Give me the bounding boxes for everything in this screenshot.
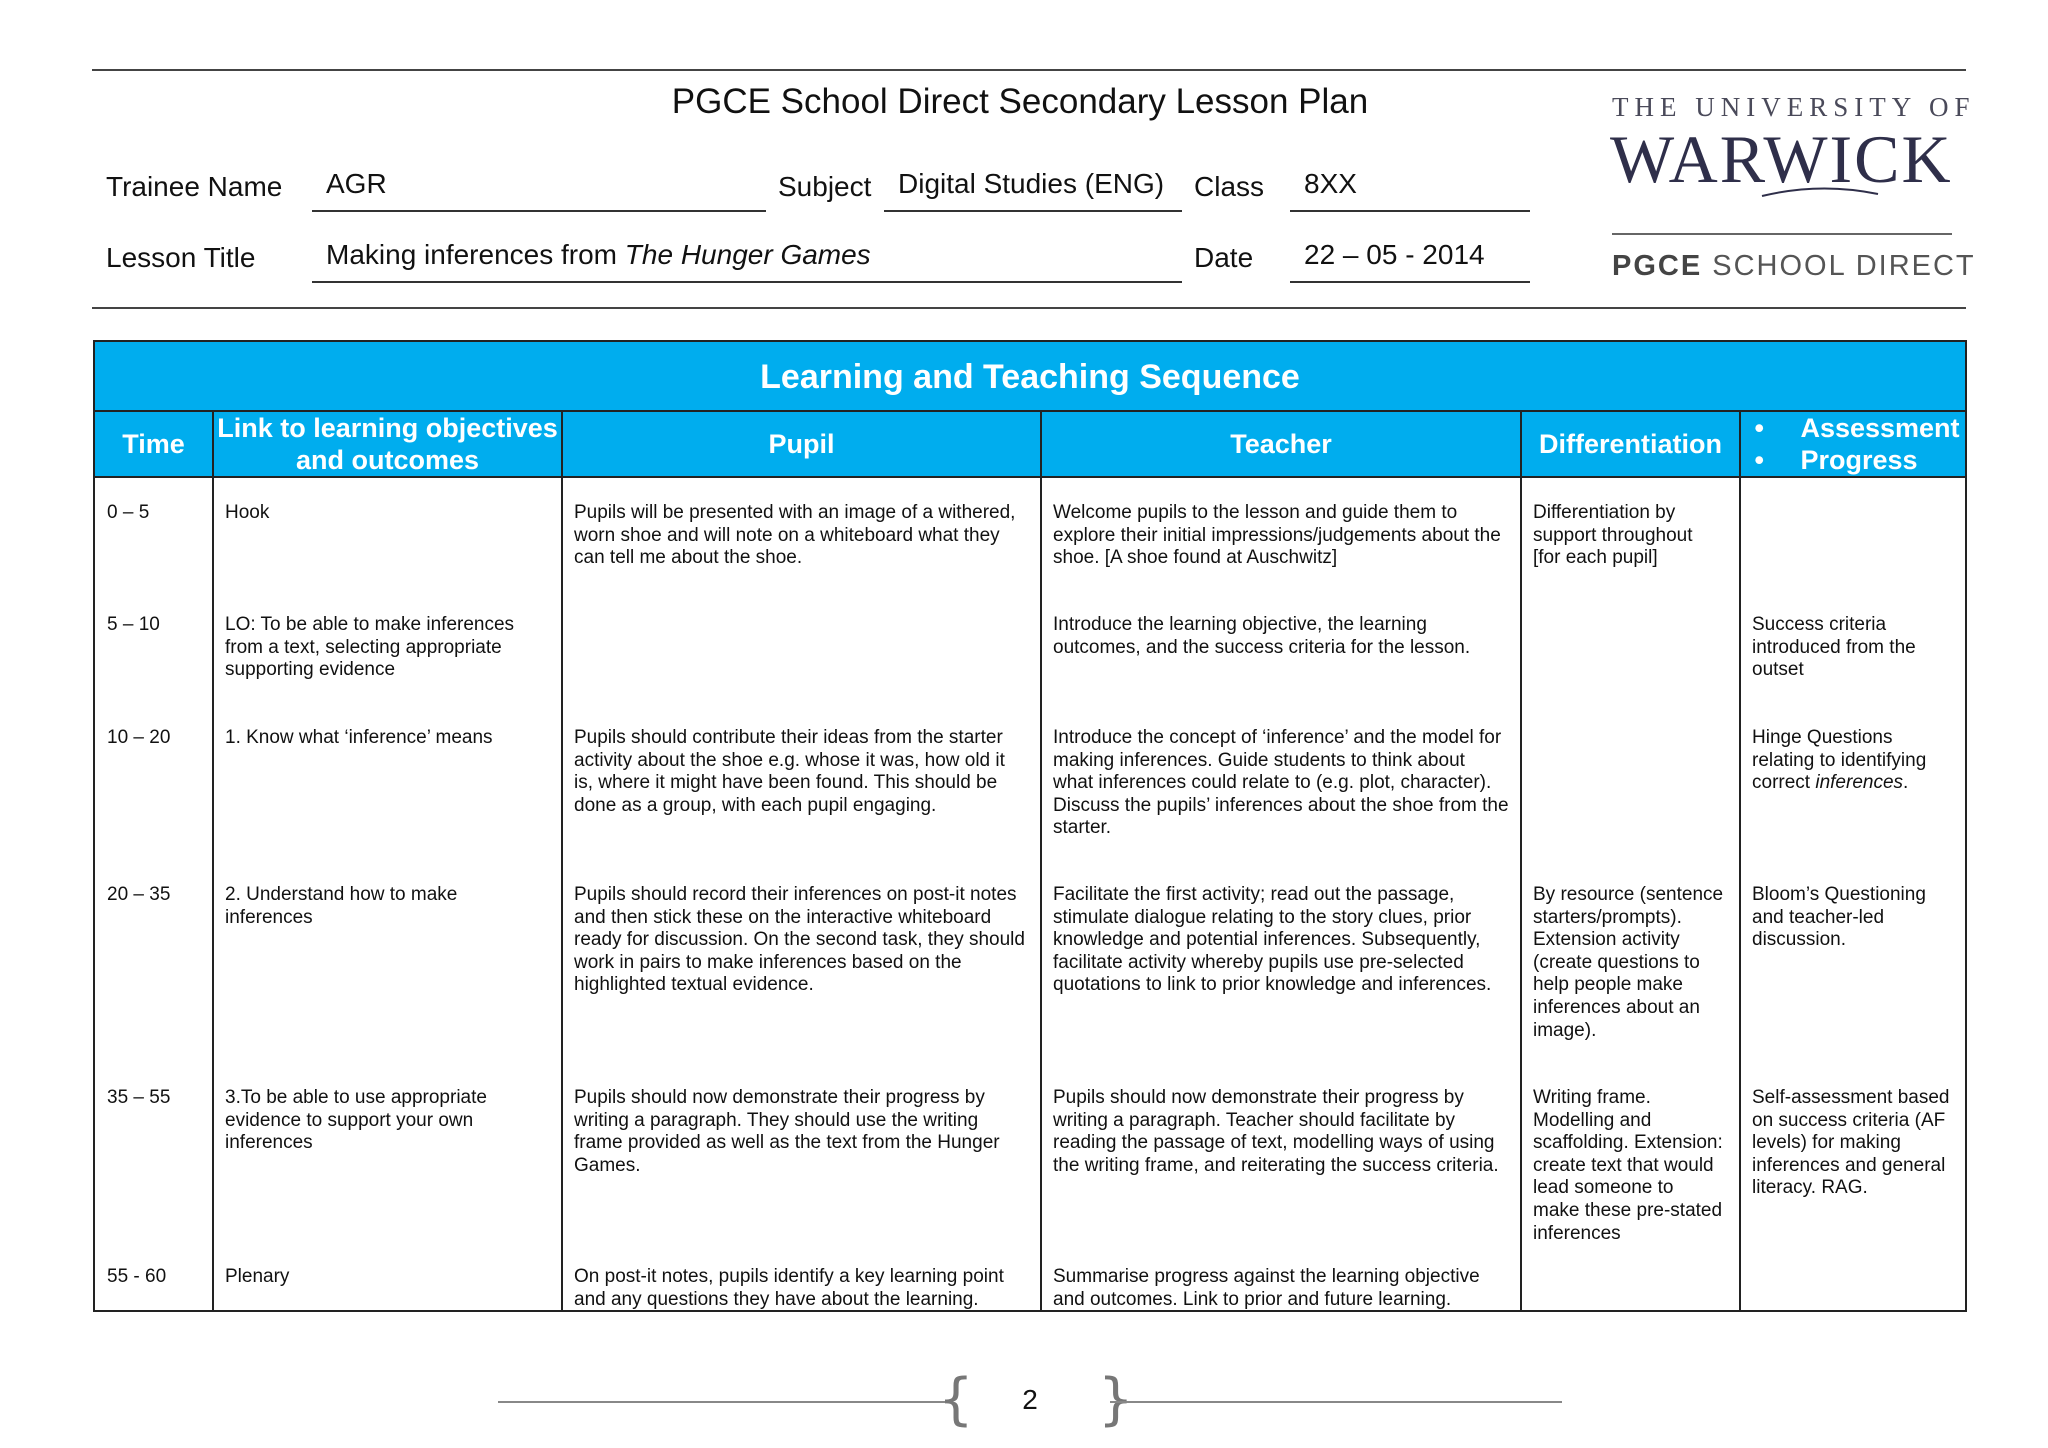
row-2-time: 5 – 10 xyxy=(107,614,160,635)
row-4-pupil: Pupils should record their inferences on post-it notes and then stick these on the interactive whiteboard ready for discussion. On the second task, they should work in pairs to make inferences based on the highlighted textual evidence. xyxy=(574,884,1025,996)
logo-divider xyxy=(1612,233,1952,235)
column-divider xyxy=(212,478,214,1310)
header-assessment-progress xyxy=(1739,412,1965,478)
row-2-teacher: Introduce the learning objective, the learning outcomes, and the success criteria for the lesson. xyxy=(1053,614,1471,658)
column-divider xyxy=(1739,478,1741,1310)
row-4-teacher: Facilitate the first activity; read out the passage, stimulate dialogue relating to the story clues, prior knowledge and potential inferences. Subsequently, facilitate activity whereby pupils use pre-selected quotations to link to prior knowledge and inferences. xyxy=(1053,884,1492,996)
subject-label: Subject xyxy=(778,171,872,202)
row-6-teacher: Summarise progress against the learning objective and outcomes. Link to prior and future learning. xyxy=(1053,1266,1480,1310)
logo-subtitle-rest: SCHOOL DIRECT xyxy=(1702,250,1976,282)
row-3-assessment xyxy=(1752,727,1962,795)
footer-rule-left xyxy=(498,1401,950,1403)
lesson-title-text: Making inferences from xyxy=(326,239,625,270)
row-3-teacher: Introduce the concept of ‘inference’ and the model for making inferences. Guide students to think about what inferences could relate to (e.g. plot, character). Discuss the pupils’ inferences about the shoe from the starter. xyxy=(1053,727,1509,839)
header-time: Time xyxy=(95,412,212,478)
date-field[interactable]: 22 – 05 - 2014 xyxy=(1290,235,1530,283)
date-label: Date xyxy=(1194,242,1254,273)
document-title: PGCE School Direct Secondary Lesson Plan xyxy=(671,82,1369,121)
row-1-teacher: Welcome pupils to the lesson and guide them to explore their initial impressions/judgements about the shoe. [A shoe found at Auschwitz] xyxy=(1053,502,1501,569)
trainee-name-field[interactable]: AGR xyxy=(312,164,766,212)
header-top-rule xyxy=(92,69,1966,71)
row-4-time: 20 – 35 xyxy=(107,884,171,905)
header-progress: • Progress xyxy=(1746,444,1917,476)
lesson-title-field[interactable] xyxy=(312,235,1182,283)
lesson-title-label: Lesson Title xyxy=(106,242,256,273)
row-4-differentiation: By resource (sentence starters/prompts). Extension activity (create questions to help people make inferences about an image). xyxy=(1533,884,1724,1041)
left-brace-icon: { xyxy=(938,1367,974,1432)
row-3-assessment-emphasis: inferences xyxy=(1815,772,1904,794)
right-brace-icon: } xyxy=(1098,1367,1134,1432)
header-differentiation: Differentiation xyxy=(1520,412,1739,478)
logo-swoosh-icon xyxy=(1760,186,1880,200)
row-3-link: 1. Know what ‘inference’ means xyxy=(225,727,493,748)
learning-sequence-table xyxy=(93,340,1967,1312)
row-6-link: Plenary xyxy=(225,1266,290,1287)
row-2-assessment: Success criteria introduced from the outset xyxy=(1752,614,1916,681)
row-5-time: 35 – 55 xyxy=(107,1087,171,1108)
footer-rule-right xyxy=(1110,1401,1562,1403)
row-1-differentiation: Differentiation by support throughout [for each pupil] xyxy=(1533,502,1693,569)
table-banner: Learning and Teaching Sequence xyxy=(95,342,1965,412)
subject-field[interactable]: Digital Studies (ENG) xyxy=(884,164,1182,212)
row-1-pupil: Pupils will be presented with an image of a withered, worn shoe and will note on a whiteboard what they can tell me about the shoe. xyxy=(574,502,1016,569)
header-pupil: Pupil xyxy=(561,412,1040,478)
row-5-differentiation: Writing frame. Modelling and scaffolding. Extension: create text that would lead someone to make these pre-stated inferences xyxy=(1533,1087,1723,1244)
header-teacher: Teacher xyxy=(1040,412,1520,478)
row-6-time: 55 - 60 xyxy=(107,1266,167,1287)
row-3-pupil: Pupils should contribute their ideas from the starter activity about the shoe e.g. whose it was, how old it is, where it might have been found. This should be done as a group, with each pupil engaging. xyxy=(574,727,1005,816)
row-1-time: 0 – 5 xyxy=(107,502,150,523)
row-2-link: LO: To be able to make inferences from a text, selecting appropriate supporting evidence xyxy=(225,614,515,681)
column-divider xyxy=(1040,478,1042,1310)
university-logo-wordmark: WARWICK xyxy=(1610,121,1953,197)
logo-subtitle xyxy=(1612,250,1976,283)
row-5-assessment: Self-assessment based on success criteria (AF levels) for making inferences and general literacy. RAG. xyxy=(1752,1087,1950,1199)
row-3-assessment-text: Hinge Questions relating to identifying correct xyxy=(1752,727,1927,794)
trainee-name-label: Trainee Name xyxy=(106,171,283,202)
header-link: Link to learning objectives and outcomes xyxy=(212,412,561,478)
lesson-title-book: The Hunger Games xyxy=(624,239,871,270)
row-5-link: 3.To be able to use appropriate evidence to support your own inferences xyxy=(225,1087,487,1154)
page-number: 2 xyxy=(1022,1384,1038,1415)
university-logo-line1: THE UNIVERSITY OF xyxy=(1612,92,1976,122)
column-divider xyxy=(1520,478,1522,1310)
row-3-assessment-end: . xyxy=(1903,772,1909,794)
column-divider xyxy=(561,478,563,1310)
header-assessment: • Assessment xyxy=(1746,412,1959,444)
row-5-teacher: Pupils should now demonstrate their progress by writing a paragraph. Teacher should facilitate by reading the passage of text, modelling ways of using the writing frame, and reiterating the success criteria. xyxy=(1053,1087,1499,1176)
row-6-pupil: On post-it notes, pupils identify a key learning point and any questions they have about the learning. xyxy=(574,1266,1004,1310)
header-bottom-rule xyxy=(92,307,1966,309)
row-4-assessment: Bloom’s Questioning and teacher-led discussion. xyxy=(1752,884,1926,951)
row-5-pupil: Pupils should now demonstrate their progress by writing a paragraph. They should use the writing frame provided as well as the text from the Hunger Games. xyxy=(574,1087,1000,1176)
row-3-time: 10 – 20 xyxy=(107,727,171,748)
row-4-link: 2. Understand how to make inferences xyxy=(225,884,458,928)
row-1-link: Hook xyxy=(225,502,270,523)
class-field[interactable]: 8XX xyxy=(1290,164,1530,212)
class-label: Class xyxy=(1194,171,1265,202)
logo-subtitle-bold: PGCE xyxy=(1612,250,1703,282)
